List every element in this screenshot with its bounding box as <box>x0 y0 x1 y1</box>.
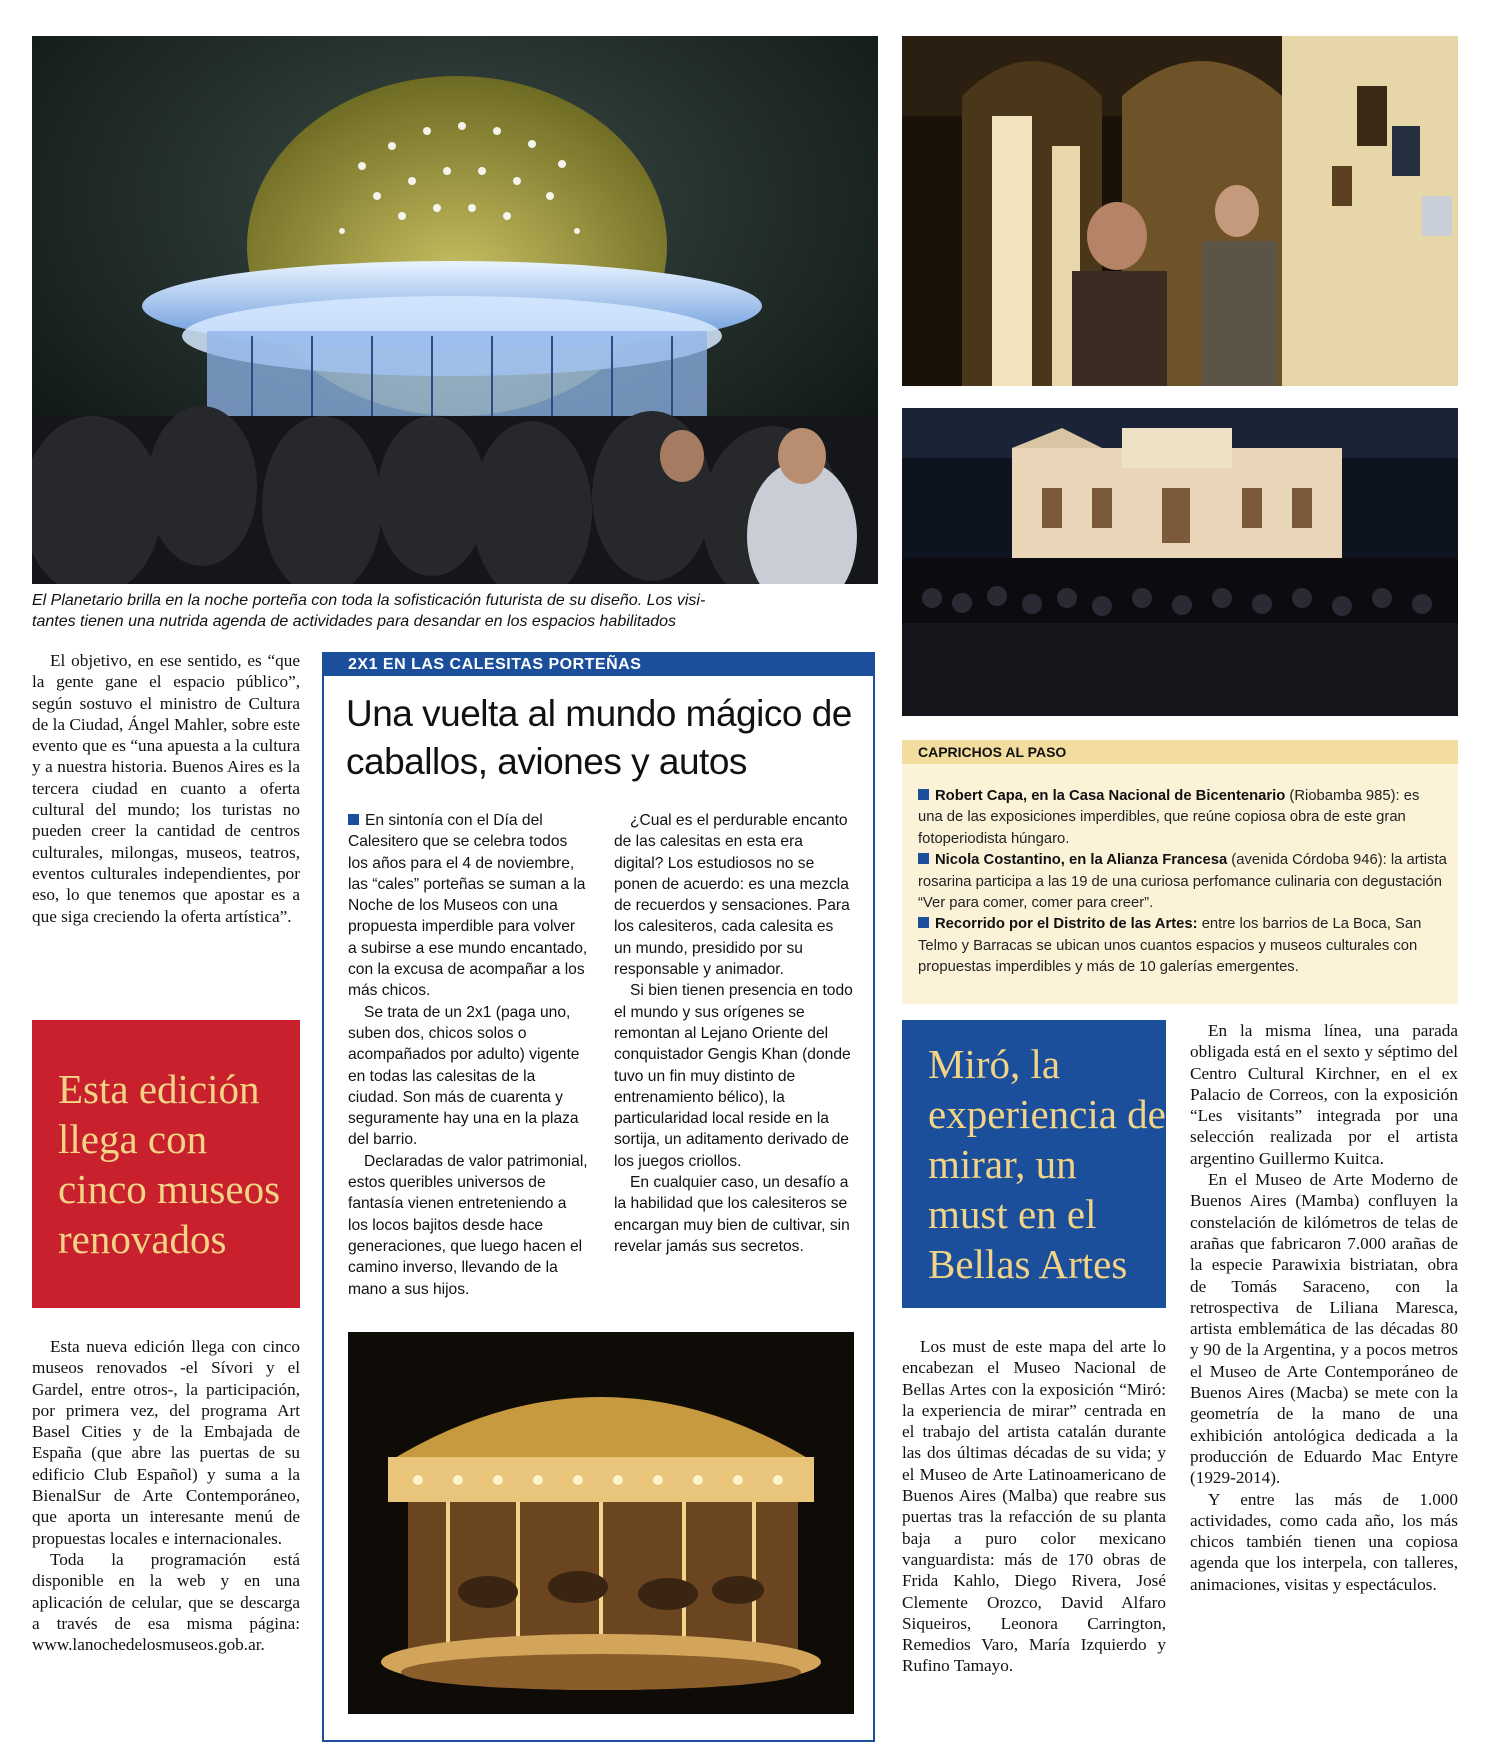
museos-paragraph-2: Toda la programación está disponible en la web y en una aplicación de celular, que se descarga a través de esa misma página: www.lanochedelosmuseos.gob.ar. <box>32 1549 300 1655</box>
calesitas-kicker: 2X1 EN LAS CALESITAS PORTEÑAS <box>324 654 873 676</box>
caption-line-1: El Planetario brilla en la noche porteña con toda la sofisticación futurista de su diseño. Los visi- <box>32 592 706 609</box>
calesitas-col1-paragraph-2: Se trata de un 2x1 (paga uno, suben dos, chicos solos o acompañados por adulto) vigente en todas las calesitas de la ciudad. Son más de cuarenta y seguramente hay una en la plaza del barrio. <box>348 1003 580 1149</box>
right-paragraph-1: En la misma línea, una parada obligada está en el sexto y séptimo del Centro Cultural Kirchner, en el ex Palacio de Correos, con la exposición “Les visitants” integrada por una selección realizada por el artista argentino Guillermo Kuitca. <box>1190 1021 1458 1168</box>
museums-right-column <box>1190 1020 1458 1595</box>
caprichos-list <box>918 786 1448 979</box>
caption-line-2: tantes tienen una nutrida agenda de actividades para desandar en los espacios habilitados <box>32 613 677 630</box>
calesitas-column-1 <box>348 810 588 1300</box>
museos-paragraph-1: Esta nueva edición llega con cinco museos renovados -el Sívori y el Gardel, entre otros-, la participación, por primera vez, del programa Art Basel Cities y de la Embajada de España (que abre las puertas de su edificio Club Español) y suma a la BienalSur de Arte Contemporáneo, que aporta un interesante menú de propuestas locales e internacionales. <box>32 1337 300 1548</box>
planetarium-caption <box>32 590 847 632</box>
miro-paragraph: Los must de este mapa del arte lo encabezan el Museo Nacional de Bellas Artes con la exposición “Miró: la experiencia de mirar” centrada en el trabajo del artista catalán durante las dos últimas décadas de su vida; y el Museo de Arte Latinoamericano de Buenos Aires (Malba) que reabre sus puertas tras la refacción de su planta baja a puro color mexicano vanguardista: más de 170 obras de Frida Kahlo, Diego Rivera, José Clemente Orozco, David Alfaro Siqueiros, Leonora Carrington, Remedios Varo, María Izquierdo y Rufino Tamayo. <box>902 1337 1166 1676</box>
red-pull-quote <box>32 1020 300 1308</box>
right-paragraph-2: En el Museo de Arte Moderno de Buenos Aires (Mamba) confluyen la constelación de kilómetros de telas de arañas que fabricaron 7.000 arañas de la especie Parawixia bistriatan, obra de Tomás Saraceno, con la retrospectiva de Liliana Maresca, artista emblemática de las décadas 80 y 90 de la Argentina, y a pocos metros el Museo de Arte Contemporáneo de Buenos Aires (Macba) se mete con la geometría de la mano de una exhibición antológica dedicada a la producción de Eduardo Mac Entyre (1929-2014). <box>1190 1170 1458 1488</box>
calesitas-sidebar <box>322 652 875 1742</box>
calesitas-col1-paragraph-3: Declaradas de valor patrimonial, estos queribles universos de fantasía vienen entreteniendo a los locos bajitos desde hace generaciones, que luego hacen el camino inverso, llevando de la mano a sus hijos. <box>348 1152 588 1298</box>
intro-paragraph: El objetivo, en ese sentido, es “que la gente gane el espacio público”, según sostuvo el ministro de Cultura de la Ciudad, Ángel Mahler, sobre este evento que es “una apuesta a la cultura y a nuestra historia. Buenos Aires es la tercera ciudad en cuanto a oferta cultural del mundo; los turistas no pueden creer la cantidad de centros culturales, milongas, museos, teatros, eventos culturales independientes, por eso, lo que tenemos que apostar es a que siga creciendo la oferta artística”. <box>32 651 300 926</box>
calesitas-col2-paragraph-3: En cualquier caso, un desafío a la habilidad que los calesiteros se encargan muy bien de cultivar, sin revelar jamás sus secretos. <box>614 1174 850 1255</box>
red-pull-quote-text: Esta edición llega con cinco museos renovados <box>58 1066 281 1262</box>
planetarium-photo <box>32 36 878 584</box>
blue-pull-quote <box>902 1020 1166 1308</box>
caprichos-item: Nicola Costantino, en la Alianza Francesa (avenida Córdoba 946): la artista rosarina participa a las 19 de una curiosa perfomance culinaria con degustación “Ver para comer, comer para creer”. <box>918 852 1447 912</box>
caprichos-item: Robert Capa, en la Casa Nacional de Bicentenario (Riobamba 985): es una de las exposiciones imperdibles, que reúne copiosa obra de este gran fotoperiodista húngaro. <box>918 788 1420 847</box>
square-bullet-icon <box>918 853 929 864</box>
calesitas-col2-paragraph-1: ¿Cual es el perdurable encanto de las calesitas en esta era digital? Los estudiosos no se ponen de acuerdo: es una mezcla de recuerdos y sensaciones. Para los calesiteros, cada calesita es un mundo, presidido por su responsable y animador. <box>614 812 850 979</box>
square-bullet-icon <box>348 814 359 825</box>
miro-article-column <box>902 1336 1166 1677</box>
calesitas-headline: Una vuelta al mundo mágico de caballos, aviones y autos <box>346 693 852 782</box>
blue-pull-quote-text: Miró, la experiencia de mirar, un must en el Bellas Artes <box>928 1041 1166 1287</box>
carousel-photo <box>348 1332 854 1714</box>
caprichos-box <box>902 740 1458 1004</box>
right-paragraph-3: Y entre las más de 1.000 actividades, como cada año, los más chicos también tienen una copiosa agenda que los interpela, con talleres, animaciones, visitas y espectáculos. <box>1190 1489 1458 1594</box>
calesitas-col2-paragraph-2: Si bien tienen presencia en todo el mundo y sus orígenes se remontan al Lejano Oriente del conquistador Gengis Khan (donde tuvo un fin muy distinto de entrenamiento bélico), la particularidad local reside en la sortija, un aditamento derivado de los juegos criollos. <box>614 982 853 1170</box>
caprichos-heading: CAPRICHOS AL PASO <box>902 740 1458 764</box>
calesitas-col1-paragraph-1: En sintonía con el Día del Calesitero que se celebra todos los años para el 4 de noviembre, las “cales” porteñas se suman a la Noche de los Museos con una propuesta imperdible para volver a subirse a ese mundo encantado, con la excusa de acompañar a los más chicos. <box>348 812 588 1000</box>
square-bullet-icon <box>918 917 929 928</box>
calesitas-column-2 <box>614 810 854 1257</box>
museos-article-column <box>32 1336 300 1655</box>
crowd-building-photo <box>902 408 1458 716</box>
gallery-arcade-photo <box>902 36 1458 386</box>
caprichos-item: Recorrido por el Distrito de las Artes: entre los barrios de La Boca, San Telmo y Barracas se ubican unos cuantos espacios y museos culturales con propuestas imperdibles y más de 10 galerías emergentes. <box>918 916 1422 976</box>
square-bullet-icon <box>918 789 929 800</box>
intro-article-column <box>32 650 300 927</box>
